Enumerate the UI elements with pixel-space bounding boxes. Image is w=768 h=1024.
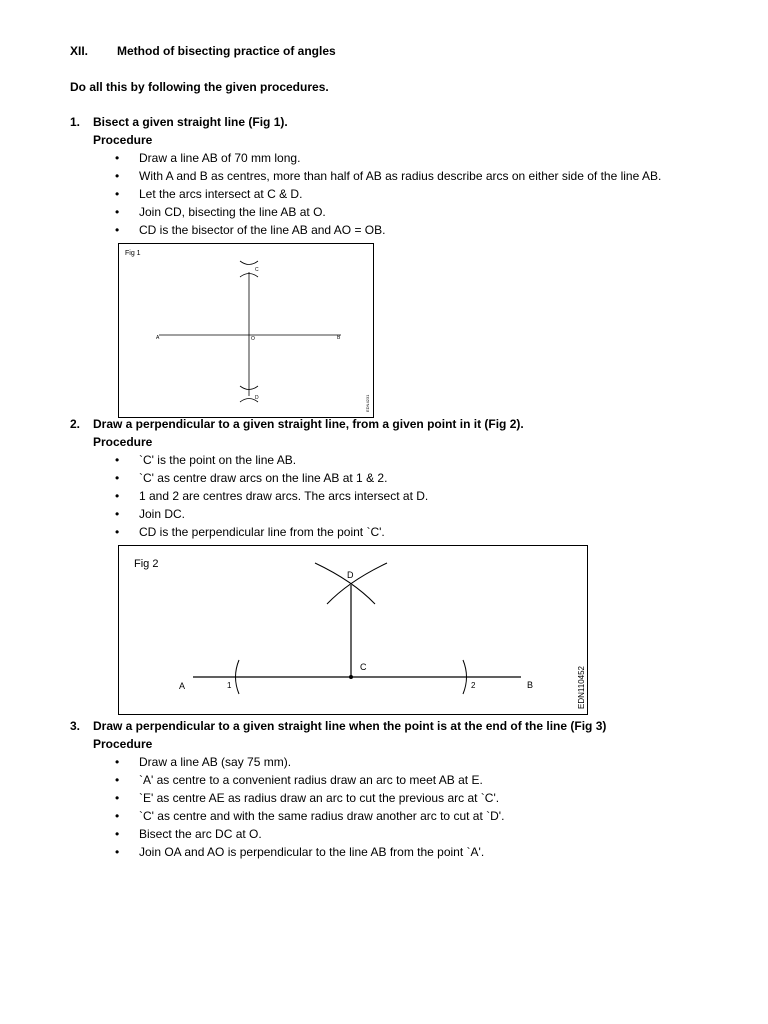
bullet: • (115, 151, 120, 165)
page-title: Method of bisecting practice of angles (117, 44, 336, 58)
section-2-title: Draw a perpendicular to a given straight line, from a given point in it (Fig 2). (93, 417, 524, 431)
section-2-procedure-label: Procedure (93, 435, 153, 449)
section-1-number: 1. (70, 115, 81, 129)
bullet: • (115, 223, 120, 237)
bullet: • (115, 169, 120, 183)
bullet: • (115, 471, 120, 485)
point-a-label: A (156, 335, 160, 341)
point-b-label: B (337, 335, 341, 341)
step-text: `C' is the point on the line AB. (139, 453, 297, 467)
step-text: Join DC. (139, 507, 186, 521)
section-number: XII. (70, 44, 89, 58)
figure-2-label: Fig 2 (134, 558, 159, 570)
step-text: `C' as centre and with the same radius draw another arc to cut at `D'. (139, 809, 505, 823)
bullet: • (115, 525, 120, 539)
point-c-label: C (255, 267, 259, 273)
point-d-label: D (255, 395, 259, 401)
bullet: • (115, 187, 120, 201)
bullet: • (115, 489, 120, 503)
section-1-procedure-label: Procedure (93, 133, 153, 147)
bullet: • (115, 809, 120, 823)
step-text: Join CD, bisecting the line AB at O. (139, 205, 326, 219)
point-c-label: C (360, 662, 367, 672)
point-o-label: O (251, 336, 255, 342)
arc (327, 563, 387, 604)
section-3-title: Draw a perpendicular to a given straight line when the point is at the end of the line (Fig 3) (93, 719, 607, 733)
step-text: CD is the perpendicular line from the point `C'. (139, 525, 385, 539)
intro-text: Do all this by following the given procedures. (70, 80, 329, 94)
bullet: • (115, 453, 120, 467)
section-1-title: Bisect a given straight line (Fig 1). (93, 115, 288, 129)
bullet: • (115, 827, 120, 841)
bullet: • (115, 773, 120, 787)
step-text: With A and B as centres, more than half of AB as radius describe arcs on either side of the line AB. (139, 169, 662, 183)
figure-1-code: EDN4231 (365, 394, 370, 412)
step-text: CD is the bisector of the line AB and AO = OB. (139, 223, 386, 237)
step-text: `C' as centre draw arcs on the line AB at 1 & 2. (139, 471, 388, 485)
step-text: `E' as centre AE as radius draw an arc to cut the previous arc at `C'. (139, 791, 500, 805)
point-d-label: D (347, 570, 354, 580)
figure-2-code: EDN110452 (577, 666, 586, 709)
figure-2-drawing (119, 546, 587, 714)
arc (240, 261, 258, 265)
point-1-label: 1 (227, 681, 232, 690)
bullet: • (115, 755, 120, 769)
figure-1 (118, 243, 374, 418)
bullet: • (115, 205, 120, 219)
step-text: Draw a line AB (say 75 mm). (139, 755, 292, 769)
arc (315, 563, 375, 604)
step-text: Let the arcs intersect at C & D. (139, 187, 303, 201)
bullet: • (115, 507, 120, 521)
step-text: `A' as centre to a convenient radius draw an arc to meet AB at E. (139, 773, 483, 787)
figure-2 (118, 545, 588, 715)
bullet: • (115, 845, 120, 859)
point-a-label: A (179, 681, 186, 691)
step-text: 1 and 2 are centres draw arcs. The arcs intersect at D. (139, 489, 429, 503)
point-2-label: 2 (471, 681, 476, 690)
point-c-dot (349, 675, 353, 679)
step-text: Join OA and AO is perpendicular to the line AB from the point `A'. (139, 845, 485, 859)
figure-1-drawing (119, 244, 373, 417)
bullet: • (115, 791, 120, 805)
section-3-number: 3. (70, 719, 81, 733)
point-b-label: B (527, 680, 534, 690)
step-text: Bisect the arc DC at O. (139, 827, 262, 841)
section-3-procedure-label: Procedure (93, 737, 153, 751)
section-2-number: 2. (70, 417, 81, 431)
step-text: Draw a line AB of 70 mm long. (139, 151, 301, 165)
figure-1-label: Fig 1 (125, 250, 141, 257)
